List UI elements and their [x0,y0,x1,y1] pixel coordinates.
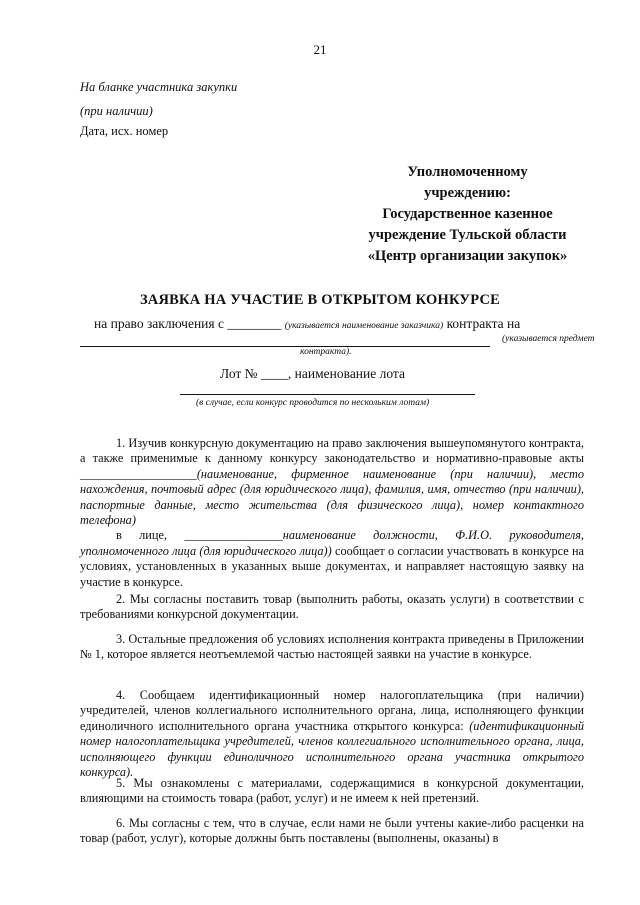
paragraph-4 [80,688,584,780]
subtitle-line [94,316,520,332]
paragraph-1 [80,436,584,590]
addressee-line: учреждению: [424,185,511,201]
addressee-block [360,162,575,267]
subject-blank-line [80,346,490,347]
date-ref-number: Дата, исх. номер [80,124,169,138]
paragraph-3 [80,632,584,663]
letterhead-note-optional: (при наличии) [80,104,153,118]
p5-text: 5. Мы ознакомлены с материалами, содержащимися в конкурсной документации, влияющими на стоимость товара (работ, услуг) и не имеем к ней претензий. [80,776,584,806]
p1-text: 1. Изучив конкурсную документацию на право заключения вышеупомянутого контракта, а также применимые к данному конкурсу законодательство и нормативно-правовые акты ___________________ [80,436,584,481]
addressee-line: учреждение Тульской области [368,227,567,243]
addressee-line: Уполномоченному [407,164,528,180]
lot-name-label: , наименование лота [287,366,405,381]
p3-text: 3. Остальные предложения об условиях исполнения контракта приведены в Приложении № 1, которое является неотъемлемой частью настоящей заявки на участие в конкурсе. [80,632,584,662]
p4-text: 4. Сообщаем идентификационный номер налогоплательщика (при наличии) учредителей, членов коллегиального исполнительного органа, лица, исполняющего функции единоличного исполнительного органа участника открытого конкурса: [80,688,584,733]
subtitle-customer-note: (указывается наименование заказчика) [284,321,444,331]
paragraph-2 [80,592,584,623]
addressee-line: «Центр организации закупок» [367,248,568,264]
lot-blank-line [180,394,475,395]
subject-note-cont: контракта). [300,347,352,357]
subject-note: (указывается предмет [502,334,595,344]
lot-line [220,366,405,382]
page-number: 21 [313,42,327,57]
p4-inn-note: (идентификационный номер налогоплательщика учредителей, членов коллегиального исполнительного органа, лица, исполняющего функции единоличного исполнительного органа участника открытого конкурса). [80,718,584,780]
p1-represented: в лице, ________________ [116,528,283,543]
lot-label: Лот № [220,366,258,381]
p6-text: 6. Мы согласны с тем, что в случае, если нами не были учтены какие-либо расценки на товар (работ, услуг), которые должны быть поставлены (выполнены, оказаны) в [80,816,584,846]
subtitle-post: контракта на [446,316,521,331]
paragraph-5 [80,776,584,807]
p2-text: 2. Мы согласны поставить товар (выполнить работы, оказать услуги) в соответствии с требованиями конкурсной документации. [80,592,584,622]
p1-consent: сообщает о согласии участвовать в конкурсе на условиях, установленных в указанных выше документах, и направляет настоящую заявку на участие в конкурсе. [80,543,584,589]
subtitle-blank: ________ [227,316,282,331]
document-title: ЗАЯВКА НА УЧАСТИЕ В ОТКРЫТОМ КОНКУРСЕ [139,292,501,308]
paragraph-6 [80,816,584,847]
letterhead-note: На бланке участника закупки [80,80,238,94]
subtitle-pre: на право заключения с [94,316,224,331]
lot-note: (в случае, если конкурс проводится по нескольким лотам) [196,398,430,408]
lot-blank: ____ [260,366,288,381]
addressee-line: Государственное казенное [382,206,553,222]
p1-representative-note: наименование должности, Ф.И.О. руководителя, уполномоченного лица (для юридического лица)) [80,528,584,558]
p1-applicant-note: (наименование, фирменное наименование (при наличии), место нахождения, почтовый адрес (для юридического лица), фамилия, имя, отчество (при наличии), паспортные данные, место жительства (для физического лица), номер контактного телефона) [80,466,584,528]
